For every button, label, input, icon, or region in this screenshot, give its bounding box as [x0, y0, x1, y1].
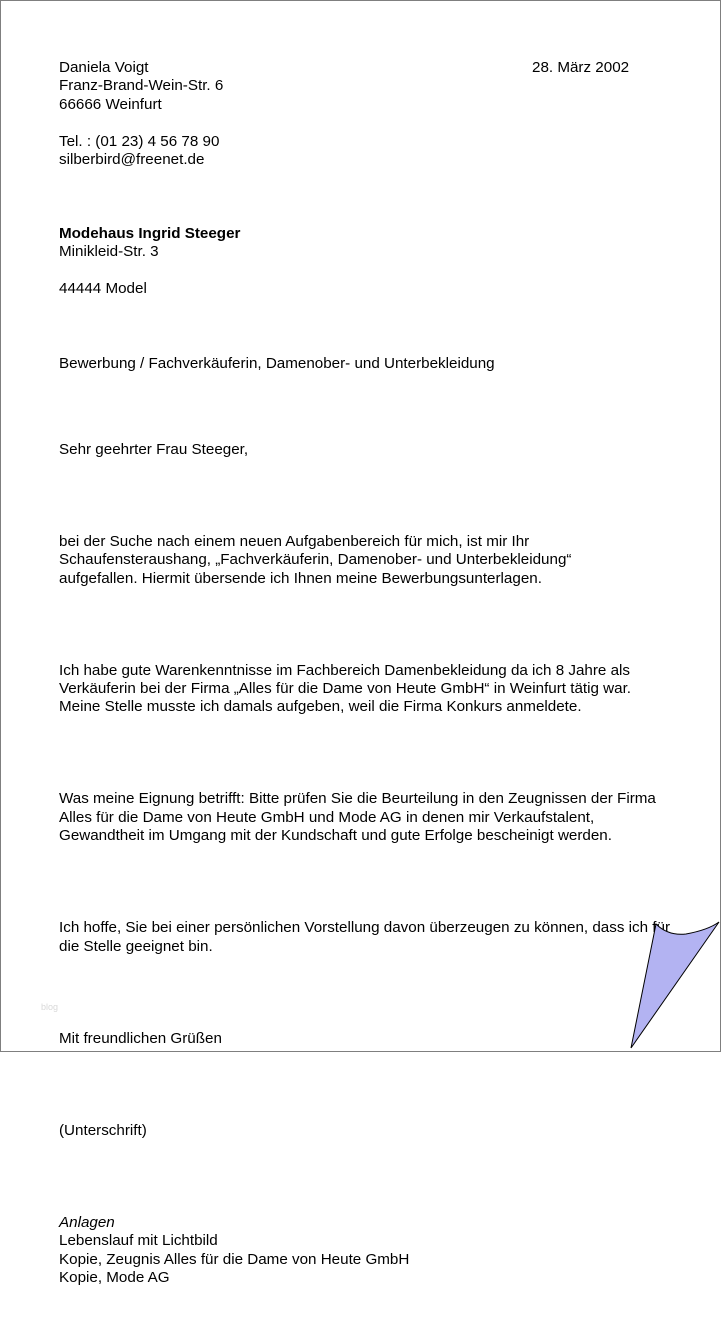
sender-name: Daniela Voigt — [59, 59, 149, 76]
spacer — [59, 114, 223, 132]
paragraph-line: bei der Suche nach einem neuen Aufgabenbereich für mich, ist mir Ihr — [59, 532, 530, 550]
page-curl-icon — [628, 918, 721, 1052]
sender-street: Franz-Brand-Wein-Str. 6 — [59, 77, 224, 95]
paragraph-3 — [59, 790, 670, 845]
salutation: Sehr geehrter Frau Steeger, — [59, 440, 249, 458]
spacer — [59, 262, 240, 280]
paragraph-line: Ich habe gute Warenkenntnisse im Fachbereich Damenbekleidung da ich 8 Jahre als — [59, 661, 630, 679]
paragraph-line: Alles für die Dame von Heute GmbH und Mode AG in denen mir Verkaufstalent, — [59, 808, 595, 826]
paragraph-line: Schaufensteraushang, „Fachverkäuferin, Damenober- und Unterbekleidung“ — [59, 551, 572, 569]
attachments — [59, 1214, 670, 1288]
paragraph-line: die Stelle geeignet bin. — [59, 937, 213, 955]
page-curl-shape — [631, 922, 719, 1048]
recipient-company: Modehaus Ingrid Steeger — [59, 225, 241, 242]
sender-email: silberbird@freenet.de — [59, 151, 205, 169]
paragraph-line: Ich hoffe, Sie bei einer persönlichen Vorstellung davon überzeugen zu können, dass ich für — [59, 919, 670, 937]
letter-body — [59, 404, 670, 1324]
sender-block — [59, 59, 223, 169]
attachment-item: Kopie, Zeugnis Alles für die Dame von Heute GmbH — [59, 1250, 410, 1268]
watermark: blog — [41, 1002, 59, 1012]
paragraph-line: Meine Stelle musste ich damals aufgeben, weil die Firma Konkurs anmeldete. — [59, 698, 582, 716]
attachment-item: Kopie, Mode AG — [59, 1268, 170, 1286]
paragraph-line: Gewandtheit im Umgang mit der Kundschaft und gute Erfolge bescheinigt werden. — [59, 827, 612, 845]
paragraph-1 — [59, 533, 670, 588]
paragraph-4 — [59, 919, 670, 956]
closing: Mit freundlichen Grüßen — [59, 1029, 222, 1047]
recipient-city: 44444 Model — [59, 280, 147, 298]
paragraph-line: Was meine Eignung betrifft: Bitte prüfen Sie die Beurteilung in den Zeugnissen der Firma — [59, 790, 656, 808]
sender-phone: Tel. : (01 23) 4 56 78 90 — [59, 132, 220, 150]
letter-subject: Bewerbung / Fachverkäuferin, Damenober- und Unterbekleidung — [59, 355, 495, 372]
recipient-street: Minikleid-Str. 3 — [59, 243, 159, 261]
paragraph-line: Verkäuferin bei der Firma „Alles für die Dame von Heute GmbH“ in Weinfurt tätig war. — [59, 680, 632, 698]
paragraph-line: aufgefallen. Hiermit übersende ich Ihnen meine Bewerbungsunterlagen. — [59, 569, 542, 587]
attachments-heading: Anlagen — [59, 1213, 115, 1231]
signature: (Unterschrift) — [59, 1121, 147, 1139]
sender-city: 66666 Weinfurt — [59, 95, 162, 113]
attachment-item: Lebenslauf mit Lichtbild — [59, 1232, 218, 1250]
recipient-block — [59, 225, 240, 299]
paragraph-2 — [59, 662, 670, 717]
letter-date: 28. März 2002 — [532, 59, 630, 76]
